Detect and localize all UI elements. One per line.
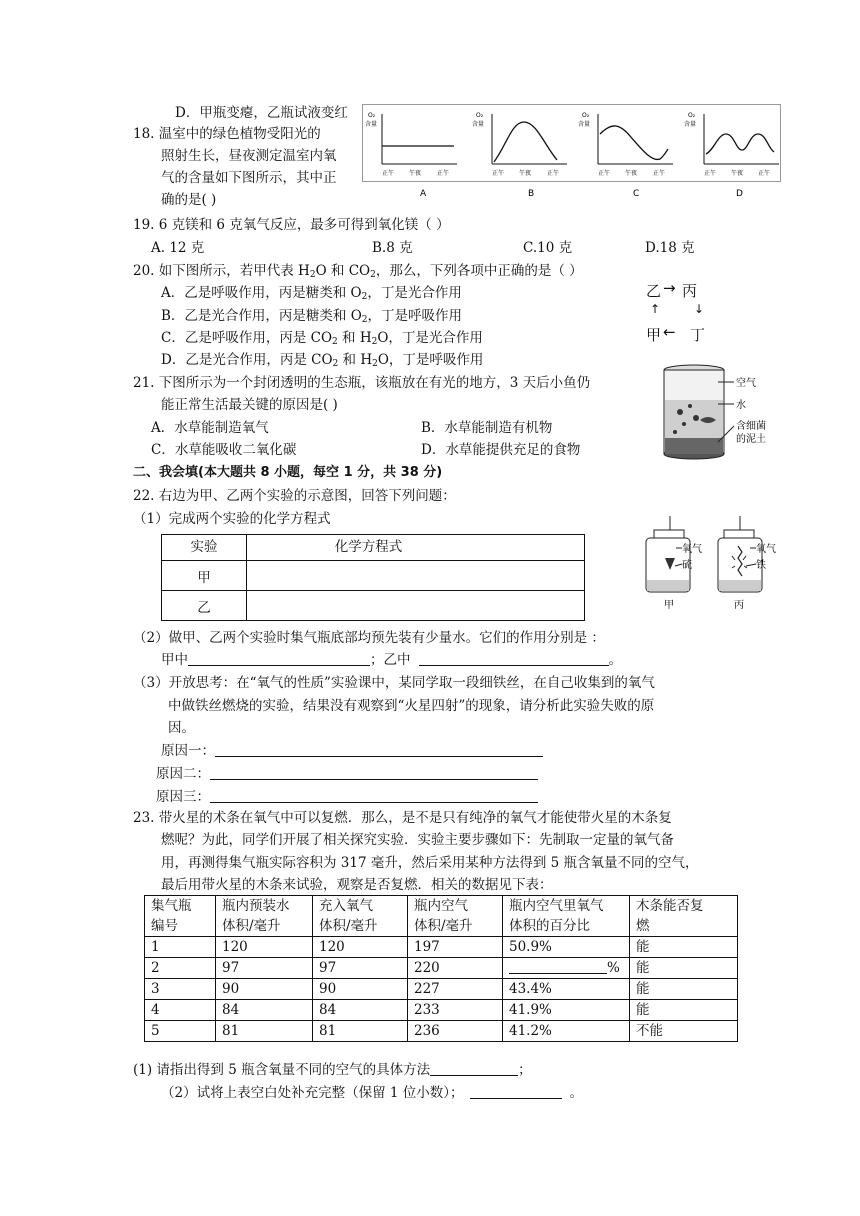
q21-line-2: 能正常生活最关键的原因是( ) bbox=[161, 397, 338, 413]
q20-option-b: B．乙是光合作用，丙是糖类和 $O_2$，丁是呼吸作用 bbox=[161, 308, 463, 325]
q22-equation-table bbox=[161, 534, 585, 621]
svg-text:午夜: 午夜 bbox=[409, 170, 422, 177]
svg-text:正午: 正午 bbox=[382, 170, 395, 177]
svg-text:含量: 含量 bbox=[365, 121, 378, 128]
q23-part-1: (1) 请指出得到 5 瓶含氧量不同的空气的具体方法 ； bbox=[133, 1062, 532, 1078]
caption-jia: 甲 bbox=[664, 600, 674, 610]
reason-2: 原因二： bbox=[156, 764, 538, 784]
q20-option-a: A．乙是呼吸作用，丙是糖类和 $O_2$，丁是光合作用 bbox=[161, 285, 462, 302]
reason-2-blank[interactable] bbox=[210, 765, 538, 780]
label-soil-1: 含细菌 bbox=[736, 421, 766, 432]
table-header-experiment: 实验 bbox=[162, 535, 247, 561]
q20-stem: 20. 如下图所示，若甲代表 $H_2O$ 和 $CO_2$，那么，下列各项中正确的是（ ） bbox=[133, 263, 583, 280]
q17-option-d: D．甲瓶变瘪，乙瓶试液变红 bbox=[175, 105, 348, 121]
header-water-volume: 瓶内预装水 体积/毫升 bbox=[216, 896, 313, 937]
svg-text:O₂: O₂ bbox=[688, 112, 696, 119]
q19-choice-d: D.18 克 bbox=[645, 240, 695, 256]
q20-cycle-diagram: 乙 → 丙 ↑ ↓ 甲 ← 丁 bbox=[646, 279, 706, 344]
q19-choice-a: A. 12 克 bbox=[151, 240, 205, 256]
reason-3-blank[interactable] bbox=[210, 788, 538, 803]
svg-text:O₂: O₂ bbox=[476, 112, 484, 119]
svg-text:午夜: 午夜 bbox=[519, 170, 532, 177]
graph-label-d: D bbox=[736, 189, 743, 199]
label-oxygen-b: 氧气 bbox=[756, 544, 776, 555]
table-row: 5 81 81 236 41.2% 不能 bbox=[145, 1021, 738, 1042]
svg-text:正午: 正午 bbox=[437, 170, 450, 177]
q20-option-c: C．乙是呼吸作用，丙是 $CO_2$ 和 $H_2O$，丁是光合作用 bbox=[161, 330, 483, 347]
header-rekindle: 木条能否复 燃 bbox=[630, 896, 738, 937]
q21-ecobottle-figure bbox=[660, 362, 800, 462]
q23-line-1: 23. 带火星的术条在氧气中可以复燃．那么，是不是只有纯净的氧气才能使带火星的木条复 bbox=[133, 810, 672, 826]
svg-text:含量: 含量 bbox=[684, 121, 697, 128]
svg-text:正午: 正午 bbox=[758, 170, 771, 177]
reason-1: 原因一： bbox=[161, 741, 543, 761]
label-oxygen-a: 氧气 bbox=[682, 544, 702, 555]
q23-data-table bbox=[144, 895, 738, 1042]
q22-part-1: （1）完成两个实验的化学方程式 bbox=[133, 511, 331, 527]
graph-label-a: A bbox=[420, 189, 427, 199]
table-row: 1 120 120 197 50.9% 能 bbox=[145, 937, 738, 958]
section-2-title: 二、我会填(本大题共 8 小题，每空 1 分，共 38 分) bbox=[133, 465, 443, 480]
label-air: 空气 bbox=[736, 378, 756, 389]
table-row: 3 90 90 227 43.4% 能 bbox=[145, 979, 738, 1000]
q22-part-3-line-3: 因。 bbox=[168, 720, 195, 736]
label-water: 水 bbox=[736, 400, 746, 411]
table-row: 4 84 84 233 41.9% 能 bbox=[145, 1000, 738, 1021]
fill-blank[interactable] bbox=[470, 1084, 562, 1099]
header-oxygen-percent: 瓶内空气里氧气 体积的百分比 bbox=[503, 896, 630, 937]
caption-bing: 丙 bbox=[734, 600, 744, 610]
equation-cell-jia[interactable] bbox=[247, 561, 585, 591]
svg-text:正午: 正午 bbox=[547, 170, 560, 177]
q22-part-3-line-2: 中做铁丝燃烧的实验，结果没有观察到“火星四射”的现象，请分析此实验失败的原 bbox=[168, 698, 655, 714]
q21-choice-c: C．水草能吸收二氧化碳 bbox=[151, 442, 297, 458]
svg-text:正午: 正午 bbox=[598, 170, 611, 177]
label-soil-2: 的泥土 bbox=[736, 434, 766, 445]
answer-blank-jia[interactable] bbox=[188, 651, 370, 666]
q23-line-4: 最后用带火星的木条来试验，观察是否复燃．相关的数据见下表： bbox=[161, 877, 553, 893]
graph-label-b: B bbox=[528, 189, 535, 199]
svg-text:O₂: O₂ bbox=[582, 112, 590, 119]
table-row-label: 乙 bbox=[162, 591, 247, 621]
header-air-volume: 瓶内空气 体积/毫升 bbox=[408, 896, 503, 937]
header-oxygen-volume: 充入氧气 体积/毫升 bbox=[313, 896, 408, 937]
q21-choice-d: D．水草能提供充足的食物 bbox=[421, 442, 581, 458]
q20-option-d: D．乙是光合作用，丙是 $CO_2$ 和 $H_2O$，丁是呼吸作用 bbox=[161, 352, 484, 369]
svg-text:含量: 含量 bbox=[472, 121, 485, 128]
q22-jars-figure bbox=[640, 516, 790, 610]
svg-text:午夜: 午夜 bbox=[625, 170, 638, 177]
table-header-equation: 化学方程式 bbox=[247, 535, 585, 561]
svg-text:正午: 正午 bbox=[653, 170, 666, 177]
table-row: 2 97 97 220 % 能 bbox=[145, 958, 738, 979]
q22-part-3-line-1: （3）开放思考：在“氧气的性质”实验课中，某同学取一段细铁丝，在自己收集到的氧气 bbox=[133, 675, 655, 691]
svg-text:正午: 正午 bbox=[492, 170, 505, 177]
q19-choice-b: B.8 克 bbox=[372, 240, 413, 256]
answer-blank-yi[interactable] bbox=[419, 651, 609, 666]
q18-line-4: 确的是( ) bbox=[161, 192, 217, 208]
svg-text:含量: 含量 bbox=[578, 121, 591, 128]
svg-text:午夜: 午夜 bbox=[731, 170, 744, 177]
q18-line-3: 气的含量如下图所示，其中正 bbox=[161, 170, 337, 186]
q23-part-2: （2）试将上表空白处补充完整（保留 1 位小数）； 。 bbox=[161, 1085, 584, 1101]
equation-cell-yi[interactable] bbox=[247, 591, 585, 621]
q19-choice-c: C.10 克 bbox=[523, 240, 573, 256]
method-blank[interactable] bbox=[430, 1061, 518, 1076]
q23-line-2: 燃呢？为此，同学们开展了相关探究实验．实验主要步骤如下：先制取一定量的氧气备 bbox=[161, 832, 674, 848]
label-sulfur: 硫 bbox=[682, 560, 692, 571]
q22-part-2-answers: 甲中 ；乙中 。 bbox=[161, 652, 622, 668]
table-row-label: 甲 bbox=[162, 561, 247, 591]
q18-graphs-figure bbox=[362, 104, 782, 204]
header-jar-number: 集气瓶 编号 bbox=[145, 896, 216, 937]
q18-line-1: 18. 温室中的绿色植物受阳光的 bbox=[133, 126, 321, 142]
q22-stem: 22. 右边为甲、乙两个实验的示意图，回答下列问题： bbox=[133, 488, 456, 504]
graph-label-c: C bbox=[633, 189, 640, 199]
label-iron: 铁 bbox=[756, 560, 766, 571]
q19-stem: 19. 6 克镁和 6 克氧气反应，最多可得到氧化镁（ ） bbox=[133, 217, 450, 233]
reason-3: 原因三： bbox=[156, 787, 538, 807]
q21-choice-a: A．水草能制造氧气 bbox=[151, 420, 269, 436]
q23-line-3: 用，再测得集气瓶实际容积为 317 毫升，然后采用某种方法得到 5 瓶含氧量不同的空气， bbox=[161, 855, 699, 871]
q21-line-1: 21. 下图所示为一个封闭透明的生态瓶，该瓶放在有光的地方，3 天后小鱼仍 bbox=[133, 375, 591, 391]
reason-1-blank[interactable] bbox=[215, 742, 543, 757]
q22-part-2: （2）做甲、乙两个实验时集气瓶底部均预先装有少量水。它们的作用分别是 ： bbox=[133, 630, 605, 646]
q18-line-2: 照射生长，昼夜测定温室内氧 bbox=[161, 148, 337, 164]
percent-blank[interactable] bbox=[509, 959, 607, 974]
q21-choice-b: B．水草能制造有机物 bbox=[421, 420, 553, 436]
svg-text:O₂: O₂ bbox=[368, 112, 376, 119]
svg-text:正午: 正午 bbox=[704, 170, 717, 177]
